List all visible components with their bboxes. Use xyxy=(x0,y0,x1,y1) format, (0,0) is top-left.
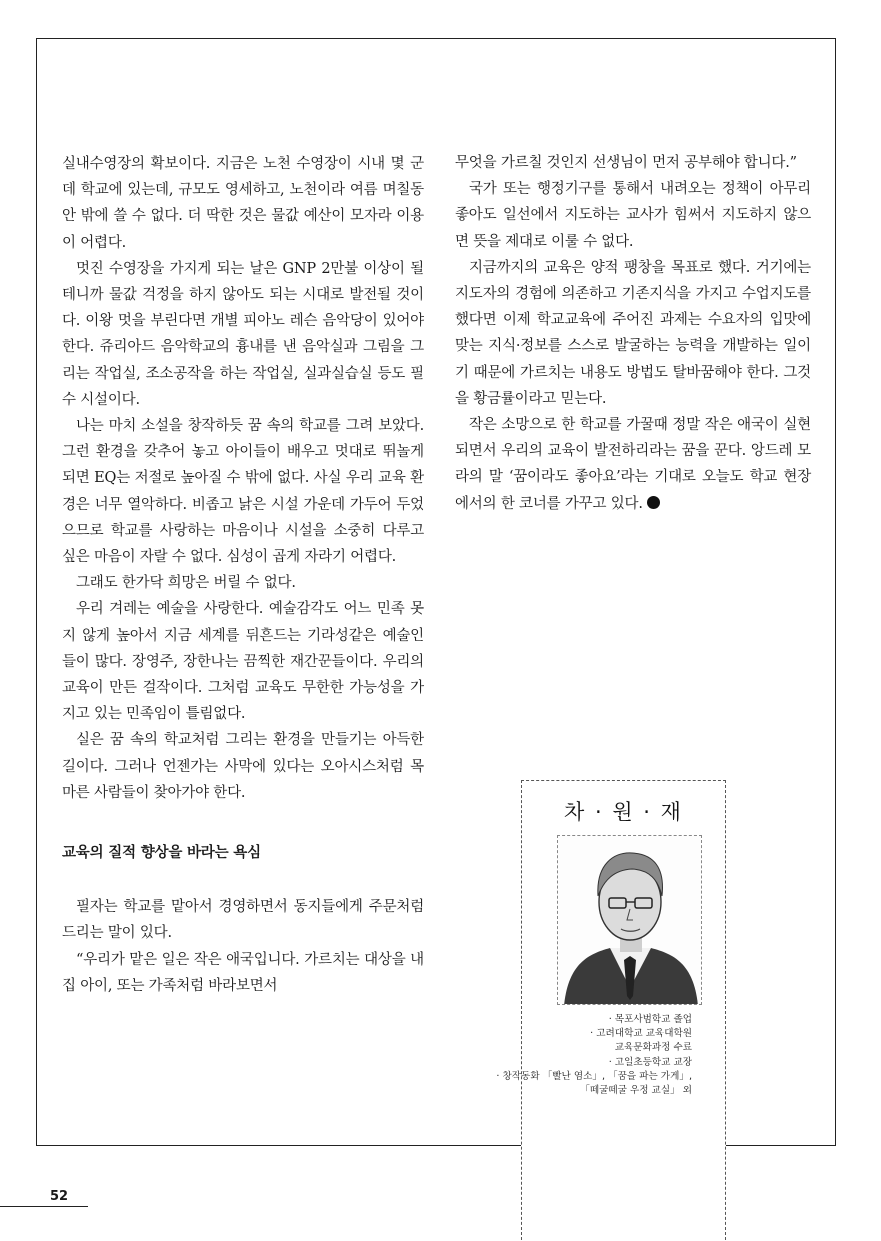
bio-line: · 고려대학교 교육대학원 xyxy=(590,1028,692,1040)
paragraph: 무엇을 가르칠 것인지 선생님이 먼저 공부해야 합니다.” xyxy=(455,155,797,171)
page-number-rule xyxy=(0,1206,88,1207)
bio-line: · 목포사범학교 졸업 xyxy=(608,1014,692,1025)
paragraph: “우리가 맡은 일은 작은 애국입니다. 가르치는 대상을 내 집 아이, 또는 가족처럼 바라보면서 xyxy=(62,951,424,994)
left-column xyxy=(62,151,424,999)
paragraph: 우리 겨레는 예술을 사랑한다. 예술감각도 어느 민족 못지 않게 높아서 지금 세계를 뒤흔드는 기라성같은 예술인들이 많다. 장영주, 장한나는 끔찍한 재간꾼들이다. 우리의 교육이 만든 걸작이다. 그처럼 교육도 무한한 가능성을 가지고 있는 민족임이 틀림없다. xyxy=(62,601,424,723)
portrait-illustration xyxy=(558,836,702,1005)
section-subheading: 교육의 질적 향상을 바라는 욕심 xyxy=(62,845,261,862)
paragraph-text: 작은 소망으로 한 학교를 가꿀때 정말 작은 애국이 실현되면서 우리의 교육이 발전하리라는 꿈을 꾼다. 앙드레 모라의 말 ‘꿈이라도 좋아요’라는 기대로 오늘도 학교 현장에서의 한 코너를 가꾸고 있다. xyxy=(455,417,811,512)
bio-line: 교육문화과정 수료 xyxy=(614,1042,692,1054)
author-name: 차 · 원 · 재 xyxy=(564,800,683,824)
end-mark-icon xyxy=(647,496,660,509)
author-photo xyxy=(557,835,702,1005)
page-number: 52 xyxy=(50,1189,69,1204)
paragraph: 그래도 한가닥 희망은 버릴 수 없다. xyxy=(76,575,296,592)
author-bio xyxy=(492,1013,692,1098)
paragraph: 국가 또는 행정기구를 통해서 내려오는 정책이 아무리 좋아도 일선에서 지도하는 교사가 힘써서 지도하지 않으면 뜻을 제대로 이룰 수 없다. xyxy=(455,181,811,250)
author-profile-box xyxy=(496,780,726,1240)
right-column xyxy=(455,150,811,517)
paragraph: 필자는 학교를 맡아서 경영하면서 동지들에게 주문처럼 드리는 말이 있다. xyxy=(62,899,424,942)
paragraph-last xyxy=(455,412,811,517)
bio-line: 「떼굴떼굴 우정 교실」 외 xyxy=(580,1085,692,1097)
paragraph: 실은 꿈 속의 학교처럼 그리는 환경을 만들기는 아득한 길이다. 그러나 언젠가는 사막에 있다는 오아시스처럼 목마른 사람들이 찾아가야 한다. xyxy=(62,732,424,801)
paragraph: 멋진 수영장을 가지게 되는 날은 GNP 2만불 이상이 될 테니까 물값 걱정을 하지 않아도 되는 시대로 발전될 것이다. 이왕 멋을 부린다면 개별 피아노 레슨 음악당이 있어야 한다. 쥬리아드 음악학교의 흉내를 낸 음악실과 그림을 그리는 작업실, 조소공작을 하는 작업실, 실과실습실 등도 필수 시설이다. xyxy=(62,260,424,408)
paragraph: 실내수영장의 확보이다. 지금은 노천 수영장이 시내 몇 군데 학교에 있는데, 규모도 영세하고, 노천이라 여름 며칠동안 밖에 쓸 수 없다. 더 딱한 것은 물값 예산이 모자라 이용이 어렵다. xyxy=(62,156,424,251)
bio-line: · 창작동화 「빨난 염소」, 「꿈을 파는 가게」, xyxy=(496,1070,692,1082)
paragraph: 나는 마치 소설을 창작하듯 꿈 속의 학교를 그려 보았다. 그런 환경을 갖추어 놓고 아이들이 배우고 멋대로 뛰놀게 되면 EQ는 저절로 높아질 수 밖에 없다. 사실 우리 교육 환경은 너무 열악하다. 비좁고 낡은 시설 가운데 가두어 두었으므로 학교를 사랑하는 마음이나 시설을 소중히 다루고 싶은 마음이 자랄 수 없다. 심성이 곱게 자라기 어렵다. xyxy=(62,418,424,566)
paragraph: 지금까지의 교육은 양적 팽창을 목표로 했다. 거기에는 지도자의 경험에 의존하고 기존지식을 가지고 수업지도를 했다면 이제 학교교육에 주어진 과제는 수요자의 입맛에 맞는 지식·정보를 스스로 발굴하는 능력을 개발하는 일이기 때문에 가르치는 내용도 방법도 탈바꿈해야 한다. 그것을 황금률이라고 믿는다. xyxy=(455,259,811,407)
bio-line: · 고일초등학교 교장 xyxy=(608,1056,692,1068)
